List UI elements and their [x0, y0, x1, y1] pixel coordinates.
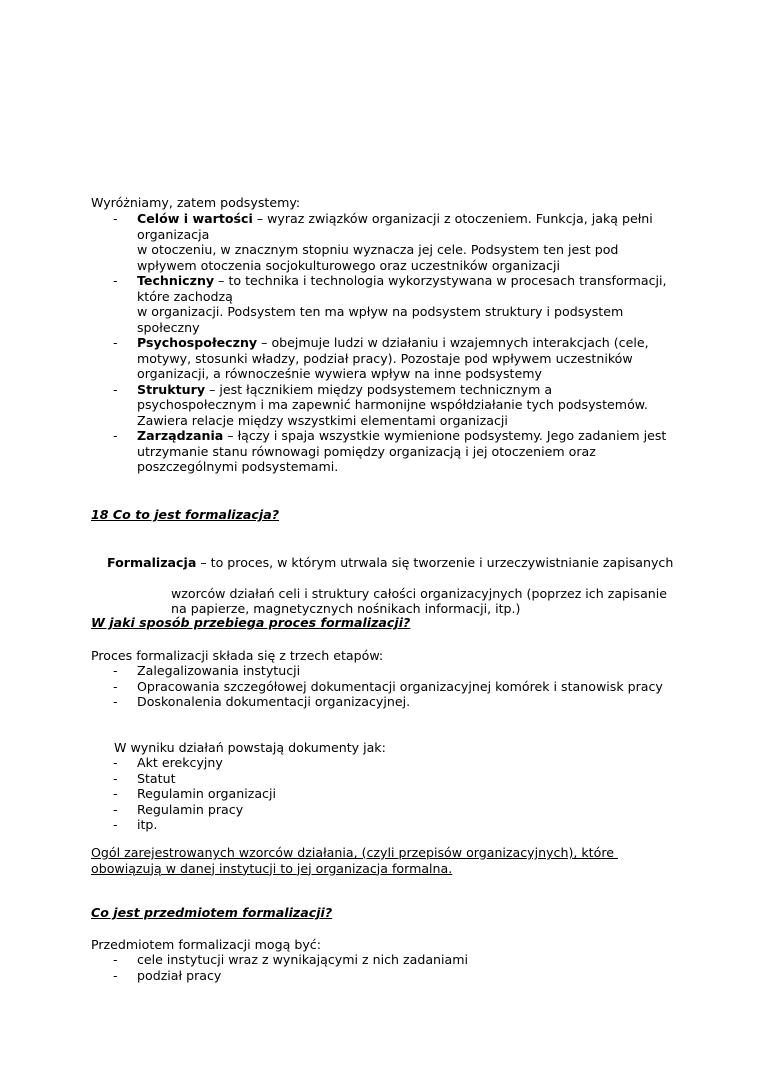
list-item-text [137, 335, 649, 381]
list-item: - Opracowania szczegółowej dokumentacji organizacyjnej komórek i stanowisk pracy [110, 679, 672, 695]
list-item [110, 382, 672, 429]
definition-text: w otoczeniu, w znacznym stopniu wyznacza jej cele. Podsystem ten jest pod wpływem otoczenia socjokulturowego oraz uczestników organizacji [137, 242, 619, 273]
formalizacja-definition [91, 539, 680, 648]
list-item: - Regulamin organizacji [110, 786, 672, 802]
definition-text: – wyraz związków organizacji z otoczeniem. Funkcja, jaką pełni organizacja [137, 211, 653, 242]
list-item: - itp. [110, 817, 672, 833]
definition-text: – to technika i technologia wykorzystywana w procesach transformacji, które zachodzą [137, 273, 667, 304]
list-item-text [137, 428, 666, 474]
definition-text: – jest łącznikiem między podsystemem technicznym a psychospołecznym i ma zapewnić harmonijne współdziałanie tych podsystemów. Zawiera relacje między wszystkimi elementami organizacji [137, 381, 648, 428]
term-techniczny: Techniczny [137, 273, 215, 288]
list-item [110, 335, 672, 382]
process-heading: W jaki sposób przebiega proces formalizacji? [91, 615, 411, 630]
list-item: - Zalegalizowania instytucji [110, 663, 672, 679]
subsystems-list [110, 211, 672, 475]
list-item: - cele instytucji wraz z wynikającymi z nich zadaniami [110, 952, 672, 968]
list-item-text [137, 273, 672, 335]
q18-heading: 18 Co to jest formalizacja? [91, 507, 280, 522]
term-struktury: Struktury [137, 381, 206, 397]
list-item-text [137, 211, 672, 273]
list-item [110, 211, 672, 273]
term-celow: Celów i wartości [137, 211, 253, 226]
term-formalizacja: Formalizacja [107, 554, 197, 570]
subject-intro: Przedmiotem formalizacji mogą być: [91, 937, 321, 952]
list-item: - Regulamin pracy [110, 802, 672, 818]
definition-text: w organizacji. Podsystem ten ma wpływ na podsystem struktury i podsystem społeczny [137, 304, 624, 335]
subject-heading: Co jest przedmiotem formalizacji? [91, 905, 333, 920]
definition-text: – obejmuje ludzi w działaniu i wzajemnych interakcjach (cele, motywy, stosunki władzy, podział pracy). Pozostaje pod wpływem uczestników organizacji, a równocześnie wywiera wpływ na inne podsystemy [137, 335, 649, 381]
term-zarzadzania: Zarządzania [137, 428, 224, 443]
definition-text: – łączy i spaja wszystkie wymienione podsystemy. Jego zadaniem jest utrzymanie stanu równowagi pomiędzy organizacją i jej otoczeniem oraz poszczególnymi podsystemami. [137, 428, 667, 474]
documents-list [110, 755, 672, 833]
list-item: - Akt erekcyjny [110, 755, 672, 771]
docs-intro: W wyniku działań powstają dokumenty jak: [114, 740, 386, 755]
list-item: - podział pracy [110, 968, 672, 984]
subjects-list [110, 952, 672, 983]
list-item [110, 428, 672, 475]
formal-organization-note: Ogól zarejestrowanych wzorców działania, (czyli przepisów organizacyjnych), które obowiązują w danej instytucji to jej organizacja formalna. [91, 845, 618, 876]
stages-list [110, 663, 672, 710]
subsystems-intro: Wyróżniamy, zatem podsystemy: [91, 195, 301, 210]
list-item [110, 273, 672, 335]
list-item: - Doskonalenia dokumentacji organizacyjnej. [110, 694, 672, 710]
definition-text: – to proces, w którym utrwala się tworzenie i urzeczywistnianie zapisanych [196, 554, 674, 570]
term-psychospoleczny: Psychospołeczny [137, 335, 258, 350]
list-item: - Statut [110, 771, 672, 787]
process-intro: Proces formalizacji składa się z trzech etapów: [91, 648, 384, 663]
list-item-text [137, 382, 648, 428]
definition-continuation: wzorców działań celi i struktury całości organizacyjnych (poprzez ich zapisanie na papierze, magnetycznych nośnikach informacji, itp.) [171, 585, 672, 616]
